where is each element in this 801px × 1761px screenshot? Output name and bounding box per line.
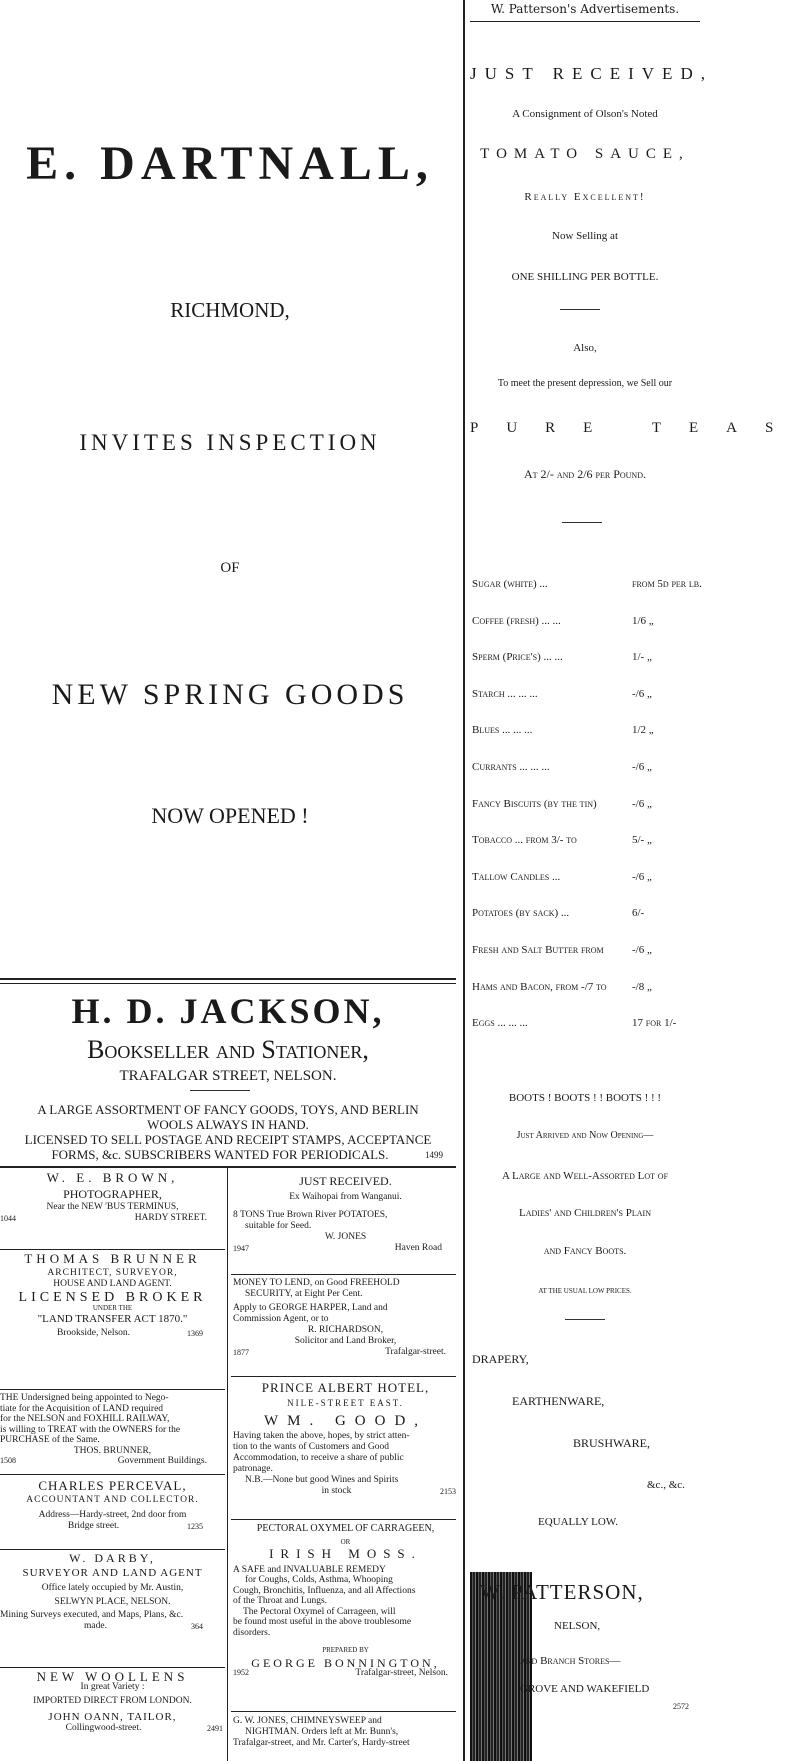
harper-line: Solicitor and Land Broker, [294, 1336, 397, 1346]
patterson-lot: A Large and Well-Assorted Lot of [501, 1170, 669, 1182]
patterson-branch: and Branch Stores— [520, 1655, 621, 1667]
jackson-address: TRAFALGAR STREET, NELSON. [119, 1068, 337, 1084]
oxymel-line: for Coughs, Colds, Asthma, Whooping [245, 1575, 393, 1585]
patterson-arrived: Just Arrived and Now Opening— [516, 1130, 654, 1141]
potatoes-signature: W. JONES [324, 1232, 367, 1242]
potatoes-line: suitable for Seed. [245, 1221, 312, 1231]
price-row [472, 724, 698, 740]
darby-advert [0, 1553, 225, 1632]
price-item-price: -/6 „ [632, 761, 652, 773]
divider [231, 1274, 456, 1275]
darby-line: Office lately occupied by Mr. Austin, [41, 1583, 184, 1593]
price-item-price: from 5d per lb. [632, 578, 702, 590]
railway-office: Government Buildings. [117, 1456, 207, 1466]
header-rule [470, 21, 700, 22]
patterson-etc: &c., &c. [647, 1479, 685, 1491]
price-row [472, 651, 698, 667]
hotel-title: PRINCE ALBERT HOTEL, [261, 1380, 430, 1395]
perceval-trade: ACCOUNTANT AND COLLECTOR. [26, 1495, 199, 1505]
jackson-number: 1499 [425, 1150, 443, 1160]
price-item-name: Currants ... ... ... [472, 761, 550, 773]
price-item-name: Fancy Biscuits (by the tin) [472, 797, 597, 810]
brown-near: Near the NEW 'BUS TERMINUS, [46, 1202, 179, 1212]
brunner-line: UNDER THE [92, 1304, 133, 1312]
hotel-line: N.B.—None but good Wines and Spirits [245, 1475, 399, 1485]
jackson-trade: Bookseller and Stationer, [87, 1035, 369, 1064]
column-rule [463, 0, 465, 1761]
hotel-number: 2153 [439, 1487, 456, 1496]
oxymel-line: of the Throat and Lungs. [233, 1596, 328, 1606]
patterson-name: W. PATTERSON, [480, 1580, 644, 1604]
divider [0, 1389, 225, 1390]
perceval-address: Address—Hardy-street, 2nd door from [38, 1510, 187, 1520]
price-row [472, 1017, 698, 1033]
brunner-advert [0, 1253, 225, 1339]
hotel-street: NILE-STREET EAST. [287, 1398, 404, 1408]
price-item-price: -/6 „ [632, 870, 652, 883]
darby-line: made. [84, 1621, 107, 1631]
patterson-low: AT THE USUAL LOW PRICES. [538, 1287, 632, 1295]
patterson-drapery: DRAPERY, [472, 1352, 529, 1366]
price-item-name: Eggs ... ... ... [472, 1017, 528, 1030]
oxymel-line: Cough, Bronchitis, Influenza, and all Affections [233, 1585, 416, 1596]
oxymel-prepared: PREPARED BY [322, 1646, 369, 1654]
brown-street: HARDY STREET. [134, 1213, 207, 1223]
patterson-boots: BOOTS ! BOOTS ! ! BOOTS ! ! ! [508, 1092, 662, 1104]
price-item-price: 1/2 „ [632, 724, 654, 737]
harper-line: Apply to GEORGE HARPER, Land and [233, 1303, 388, 1313]
divider [231, 1376, 456, 1377]
price-row [472, 578, 702, 594]
oxymel-line: be found most useful in the above troublesome [233, 1617, 412, 1627]
price-item-price: 1/6 „ [632, 614, 654, 627]
perceval-address: Bridge street. [67, 1521, 120, 1531]
hotel-line: Having taken the above, hopes, by strict atten- [233, 1431, 410, 1441]
brown-number: 1044 [0, 1214, 16, 1223]
patterson-equally: EQUALLY LOW. [538, 1516, 618, 1528]
price-item-name: Hams and Bacon, from -/7 to [472, 980, 607, 993]
rule [562, 522, 602, 523]
potatoes-advert [233, 1176, 458, 1254]
perceval-number: 1235 [187, 1522, 203, 1531]
price-item-name: Sugar (white) ... [472, 578, 548, 590]
oxymel-name: GEORGE BONNINGTON, [251, 1655, 440, 1670]
oxymel-title: PECTORAL OXYMEL OF CARRAGEEN, [256, 1523, 435, 1534]
price-item-name: Coffee (fresh) ... ... [472, 614, 561, 627]
sweep-line: Trafalgar-street, and Mr. Carter's, Hardy-street [233, 1738, 410, 1748]
brunner-line: "LAND TRANSFER ACT 1870." [37, 1313, 188, 1325]
sweep-line: NIGHTMAN. Orders left at Mr. Bunn's, [245, 1727, 399, 1737]
railway-line: for the NELSON and FOXHILL RAILWAY, [0, 1414, 170, 1424]
price-item-price: 17 for 1/- [632, 1017, 677, 1030]
brunner-line: HOUSE AND LAND AGENT. [53, 1279, 172, 1289]
sweep-line: G. W. JONES, CHIMNEYSWEEP and [233, 1716, 382, 1726]
price-row [472, 798, 698, 814]
railway-advert [0, 1393, 225, 1467]
jackson-name: H. D. JACKSON, [71, 991, 385, 1031]
oxymel-number: 1952 [233, 1668, 249, 1677]
patterson-teas: PURE TEAS [470, 420, 801, 436]
jackson-line: LICENSED TO SELL POSTAGE AND RECEIPT STAMPS, ACCEPTANCE [24, 1132, 432, 1147]
harper-advert [233, 1278, 458, 1358]
price-item-name: Starch ... ... ... [472, 687, 538, 700]
price-row [472, 981, 698, 997]
patterson-tomato: TOMATO SAUCE, [480, 146, 690, 162]
harper-line: MONEY TO LEND, on Good FREEHOLD [233, 1278, 400, 1288]
price-item-price: -/6 „ [632, 944, 652, 956]
railway-line: is willing to TREAT with the OWNERS for the [0, 1424, 181, 1435]
patterson-just: JUST RECEIVED, [470, 64, 713, 83]
woollens-number: 2491 [206, 1724, 223, 1733]
divider [0, 1166, 456, 1168]
brunner-name: THOMAS BRUNNER [24, 1251, 201, 1266]
dartnall-of: OF [220, 560, 240, 576]
oxymel-or: OR [340, 1537, 351, 1546]
oxymel-advert [233, 1524, 458, 1679]
patterson-also: Also, [573, 342, 597, 354]
jackson-line: WOOLS ALWAYS IN HAND. [147, 1117, 309, 1132]
potatoes-title: JUST RECEIVED. [299, 1174, 392, 1188]
jackson-line: A LARGE ASSORTMENT OF FANCY GOODS, TOYS, AND BERLIN [37, 1102, 419, 1117]
harper-street: Trafalgar-street. [385, 1347, 446, 1357]
brunner-number: 1369 [187, 1329, 203, 1338]
perceval-advert [0, 1480, 225, 1532]
hotel-line: in stock [321, 1486, 352, 1496]
price-item-name: Fresh and Salt Butter from [472, 944, 604, 956]
dartnall-place: RICHMOND, [170, 298, 290, 322]
harper-line: SECURITY, at Eight Per Cent. [245, 1289, 363, 1299]
brunner-line: ARCHITECT, SURVEYOR, [47, 1268, 178, 1278]
dartnall-opened: NOW OPENED ! [151, 803, 309, 828]
patterson-nelson: NELSON, [554, 1620, 601, 1632]
oxymel-line: A SAFE and INVALUABLE REMEDY [233, 1564, 386, 1575]
railway-signature: THOS. BRUNNER, [73, 1445, 152, 1456]
patterson-price: ONE SHILLING PER BOTTLE. [511, 271, 659, 283]
patterson-brushware: BRUSHWARE, [573, 1436, 651, 1450]
oxymel-line: The Pectoral Oxymel of Carrageen, will [243, 1606, 396, 1617]
price-item-price: -/6 „ [632, 797, 652, 810]
patterson-consign: A Consignment of Olson's Noted [512, 108, 658, 120]
price-item-price: 6/- [632, 907, 645, 920]
hotel-name: WM. GOOD, [263, 1413, 428, 1429]
divider [0, 983, 456, 984]
brunner-address: Brookside, Nelson. [56, 1328, 131, 1338]
price-item-price: -/8 „ [632, 980, 652, 993]
oxymel-moss: IRISH MOSS. [269, 1546, 422, 1561]
price-item-price: 5/- „ [632, 834, 652, 847]
potatoes-line: 8 TONS True Brown River POTATOES, [233, 1210, 388, 1220]
woollens-street: Collingwood-street. [65, 1723, 142, 1733]
brown-trade: PHOTOGRAPHER, [63, 1187, 162, 1201]
price-item-name: Tallow Candles ... [472, 870, 561, 883]
patterson-ladies: Ladies' and Children's Plain [519, 1207, 651, 1219]
patterson-number: 2572 [673, 1702, 689, 1711]
darby-line: SELWYN PLACE, NELSON. [54, 1597, 171, 1607]
price-item-name: Potatoes (by sack) ... [472, 907, 570, 920]
hotel-advert [233, 1382, 458, 1497]
woollens-name: JOHN OANN, TAILOR, [48, 1711, 177, 1723]
oxymel-street: Trafalgar-street, Nelson. [355, 1668, 448, 1678]
divider [0, 1549, 225, 1550]
patterson-grove: GROVE AND WAKEFIELD [520, 1683, 650, 1695]
price-row [472, 944, 698, 960]
divider [231, 1519, 456, 1520]
railway-number: 1508 [0, 1456, 16, 1465]
patterson-selling: Now Selling at [552, 230, 618, 242]
patterson-earthenware: EARTHENWARE, [512, 1394, 605, 1408]
dartnall-goods: NEW SPRING GOODS [51, 678, 409, 711]
patterson-teas-price: At 2/- and 2/6 per Pound. [523, 467, 646, 481]
dartnall-invites: INVITES INSPECTION [79, 430, 381, 455]
brown-advert [0, 1172, 225, 1224]
woollens-advert [0, 1671, 225, 1734]
price-item-name: Tobacco ... from 3/- to [472, 834, 577, 847]
perceval-name: CHARLES PERCEVAL, [38, 1478, 187, 1493]
brunner-line: LICENSED BROKER [18, 1290, 207, 1305]
railway-line: THE Undersigned being appointed to Nego- [0, 1393, 169, 1403]
potatoes-number: 1947 [233, 1244, 249, 1253]
jackson-rule [190, 1090, 250, 1091]
price-row [472, 615, 698, 631]
price-row [472, 761, 698, 777]
price-item-price: -/6 „ [632, 687, 652, 700]
darby-number: 364 [190, 1622, 203, 1631]
darby-name: W. DARBY, [69, 1551, 156, 1565]
dartnall-name: E. DARTNALL, [26, 137, 434, 190]
potatoes-ship: Ex Waihopai from Wanganui. [289, 1192, 402, 1202]
patterson-depression: To meet the present depression, we Sell our [497, 378, 673, 389]
jackson-line: FORMS, &c. SUBSCRIBERS WANTED FOR PERIODICALS. [51, 1147, 389, 1162]
oxymel-line: disorders. [233, 1627, 271, 1638]
potatoes-address: Haven Road [394, 1243, 442, 1253]
price-row [472, 907, 698, 923]
divider [0, 1249, 225, 1250]
sweep-advert [233, 1716, 458, 1749]
woollens-line: IMPORTED DIRECT FROM LONDON. [33, 1696, 192, 1706]
column-rule [227, 1168, 228, 1761]
price-row [472, 688, 698, 704]
divider [0, 1474, 225, 1475]
price-row [472, 871, 698, 887]
harper-line: R. RICHARDSON, [307, 1325, 384, 1335]
rule [560, 309, 600, 310]
patterson-excellent: Really Excellent! [524, 191, 646, 203]
railway-line: PURCHASE of the Same. [0, 1435, 100, 1445]
price-item-name: Blues ... ... ... [472, 724, 533, 737]
rule [565, 1319, 605, 1320]
darby-line: Mining Surveys executed, and Maps, Plans, &c. [0, 1610, 184, 1620]
harper-line: Commission Agent, or to [233, 1314, 329, 1324]
darby-trade: SURVEYOR AND LAND AGENT [22, 1567, 203, 1579]
railway-line: tiate for the Acquisition of LAND required [0, 1403, 164, 1414]
divider [0, 978, 456, 980]
patterson-header: W. Patterson's Advertisements. [490, 2, 680, 16]
woollens-title: NEW WOOLLENS [36, 1669, 189, 1684]
brown-name: W. E. BROWN, [46, 1170, 179, 1185]
hotel-line: tion to the wants of Customers and Good [233, 1442, 389, 1452]
divider [231, 1711, 456, 1712]
patterson-fancy: and Fancy Boots. [543, 1245, 627, 1257]
woollens-line: In great Variety : [80, 1682, 145, 1692]
hotel-line: patronage. [233, 1464, 273, 1474]
harper-number: 1877 [233, 1348, 249, 1357]
price-row [472, 834, 698, 850]
hotel-line: Accommodation, to receive a share of public [233, 1453, 404, 1463]
price-item-name: Sperm (Price's) ... ... [472, 651, 563, 664]
divider [0, 1667, 225, 1668]
price-item-price: 1/- „ [632, 651, 652, 664]
